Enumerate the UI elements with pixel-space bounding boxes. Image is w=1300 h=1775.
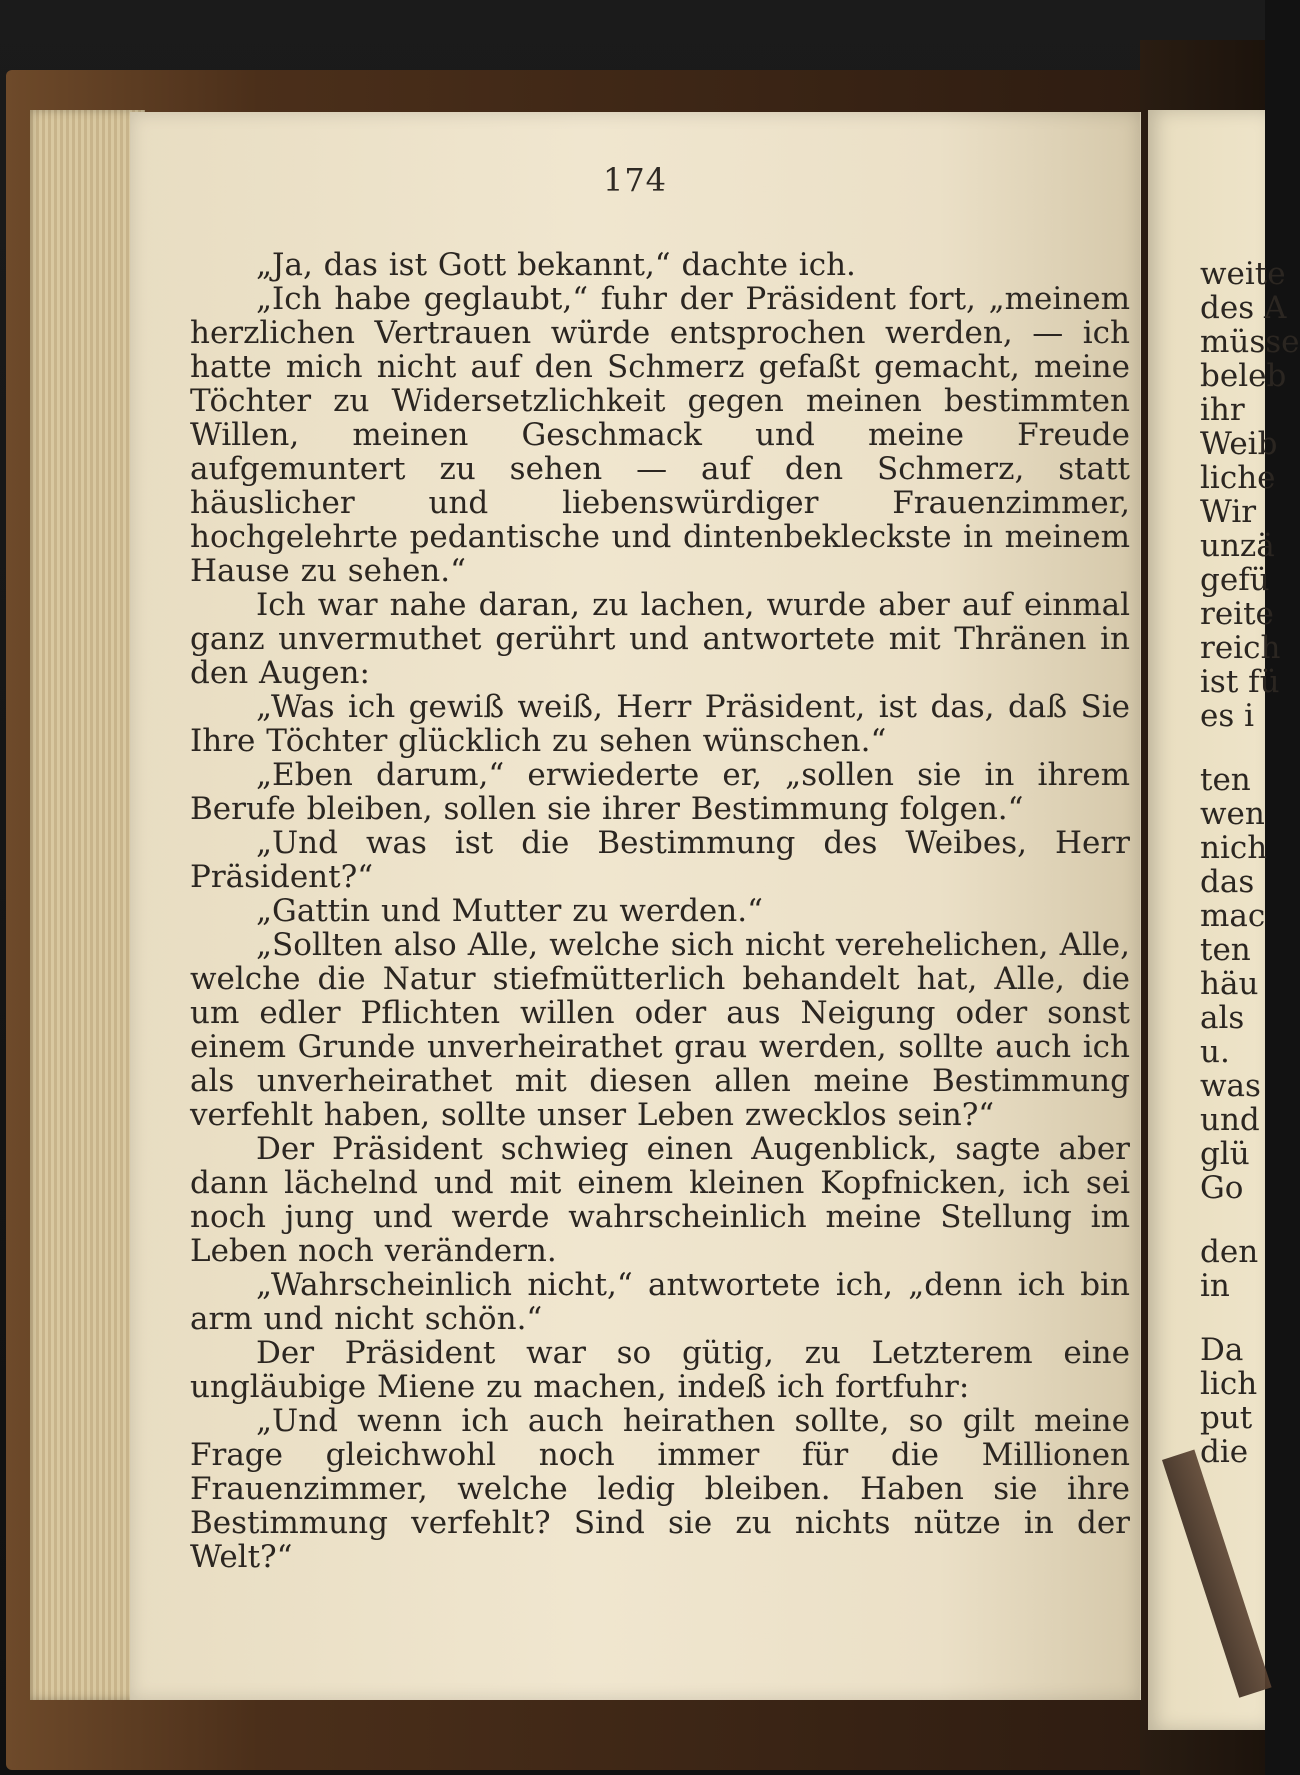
right-fragment-14: es i — [1200, 698, 1255, 734]
right-fragment-9: unzä — [1200, 528, 1275, 564]
right-gap-2 — [1200, 1205, 1260, 1235]
paragraph-2: „Ich habe geglaubt,“ fuhr der Präsident fort, „meinem herzlichen Vertrauen würde entsprochen werden, — ich hatte mich nicht auf den Schmerz gefaßt gemacht, meine Töchter zu Widersetzlichkeit gegen meinen bestimmten Willen, meinen Geschmack und meine Freude aufgemuntert zu sehen — auf den Schmerz, statt häuslicher und liebenswürdiger Frauenzimmer, hochgelehrte pedantische und dintenbekleckste in meinem Hause zu sehen.“ — [190, 281, 1130, 589]
right-fragment-6: Weib — [1200, 426, 1278, 462]
right-page-text — [1200, 256, 1300, 1470]
paragraph-9: Der Präsident schwieg einen Augenblick, sagte aber dann lächelnd und mit einem kleinen Kopfnicken, ich sei noch jung und werde wahrscheinlich meine Stellung im Leben noch verändern. — [190, 1131, 1130, 1269]
right-fragment-27: Go — [1200, 1170, 1244, 1206]
right-fragment-20: ten — [1200, 932, 1251, 968]
paragraph-7: „Gattin und Mutter zu werden.“ — [256, 893, 763, 929]
right-fragment-1: weite — [1200, 256, 1286, 292]
paragraph-5: „Eben darum,“ erwiederte er, „sollen sie in ihrem Berufe bleiben, sollen sie ihrer Bestimmung folgen.“ — [190, 757, 1130, 827]
right-fragment-23: u. — [1200, 1034, 1230, 1070]
right-fragment-28: den — [1200, 1234, 1259, 1270]
right-gap-3 — [1200, 1303, 1260, 1333]
right-fragment-30: Da — [1200, 1332, 1244, 1368]
right-fragment-12: reich — [1200, 630, 1281, 666]
paragraph-10: „Wahrscheinlich nicht,“ antwortete ich, „denn ich bin arm und nicht schön.“ — [190, 1267, 1130, 1337]
right-fragment-5: ihr — [1200, 392, 1245, 428]
right-fragment-7: liche — [1200, 460, 1276, 496]
paragraph-11: Der Präsident war so gütig, zu Letzterem eine ungläubige Miene zu machen, indeß ich fortfuhr: — [190, 1335, 1130, 1405]
right-fragment-32: put — [1200, 1400, 1253, 1436]
right-fragment-4: beleb — [1200, 358, 1287, 394]
right-fragment-2: des A — [1200, 290, 1287, 326]
page-number: 174 — [602, 161, 668, 199]
right-fragment-15: ten — [1200, 762, 1251, 798]
paragraph-1: „Ja, das ist Gott bekannt,“ dachte ich. — [256, 247, 856, 283]
right-fragment-26: glü — [1200, 1136, 1250, 1172]
paragraph-12: „Und wenn ich auch heirathen sollte, so gilt meine Frage gleichwohl noch immer für die Millionen Frauenzimmer, welche ledig bleiben. Haben sie ihre Bestimmung verfehlt? Sind sie zu nichts nütze in der Welt?“ — [190, 1403, 1130, 1575]
right-fragment-13: ist fü — [1200, 664, 1280, 700]
paragraph-8: „Sollten also Alle, welche sich nicht verehelichen, Alle, welche die Natur stiefmütterlich behandelt hat, Alle, die um edler Pflichten willen oder aus Neigung oder sonst einem Grunde unverheirathet grau werden, sollte auch ich als unverheirathet mit diesen allen meine Bestimmung verfehlt haben, sollte unser Leben zwecklos sein?“ — [190, 927, 1130, 1133]
right-fragment-18: das — [1200, 864, 1255, 900]
right-fragment-10: gefü — [1200, 562, 1270, 598]
right-fragment-3: müsse — [1200, 324, 1300, 360]
page-text-block — [190, 248, 1130, 1578]
right-fragment-11: reite — [1200, 596, 1274, 632]
right-fragment-16: wen — [1200, 796, 1265, 832]
right-fragment-17: nich — [1200, 830, 1268, 866]
page-stack-edge — [30, 110, 145, 1700]
right-fragment-25: und — [1200, 1102, 1260, 1138]
right-fragment-22: als — [1200, 1000, 1245, 1036]
paragraph-3: Ich war nahe daran, zu lachen, wurde aber auf einmal ganz unvermuthet gerührt und antwortete mit Thränen in den Augen: — [190, 587, 1130, 691]
paragraph-4: „Was ich gewiß weiß, Herr Präsident, ist das, daß Sie Ihre Töchter glücklich zu sehen wünschen.“ — [190, 689, 1130, 759]
paragraph-6: „Und was ist die Bestimmung des Weibes, Herr Präsident?“ — [190, 825, 1130, 895]
right-fragment-19: mac — [1200, 898, 1266, 934]
right-fragment-33: die — [1200, 1434, 1249, 1470]
right-fragment-21: häu — [1200, 966, 1259, 1002]
right-gap-1 — [1200, 733, 1260, 763]
right-fragment-29: in — [1200, 1268, 1230, 1304]
right-fragment-8: Wir — [1200, 494, 1257, 530]
right-fragment-31: lich — [1200, 1366, 1258, 1402]
right-fragment-24: was — [1200, 1068, 1261, 1104]
